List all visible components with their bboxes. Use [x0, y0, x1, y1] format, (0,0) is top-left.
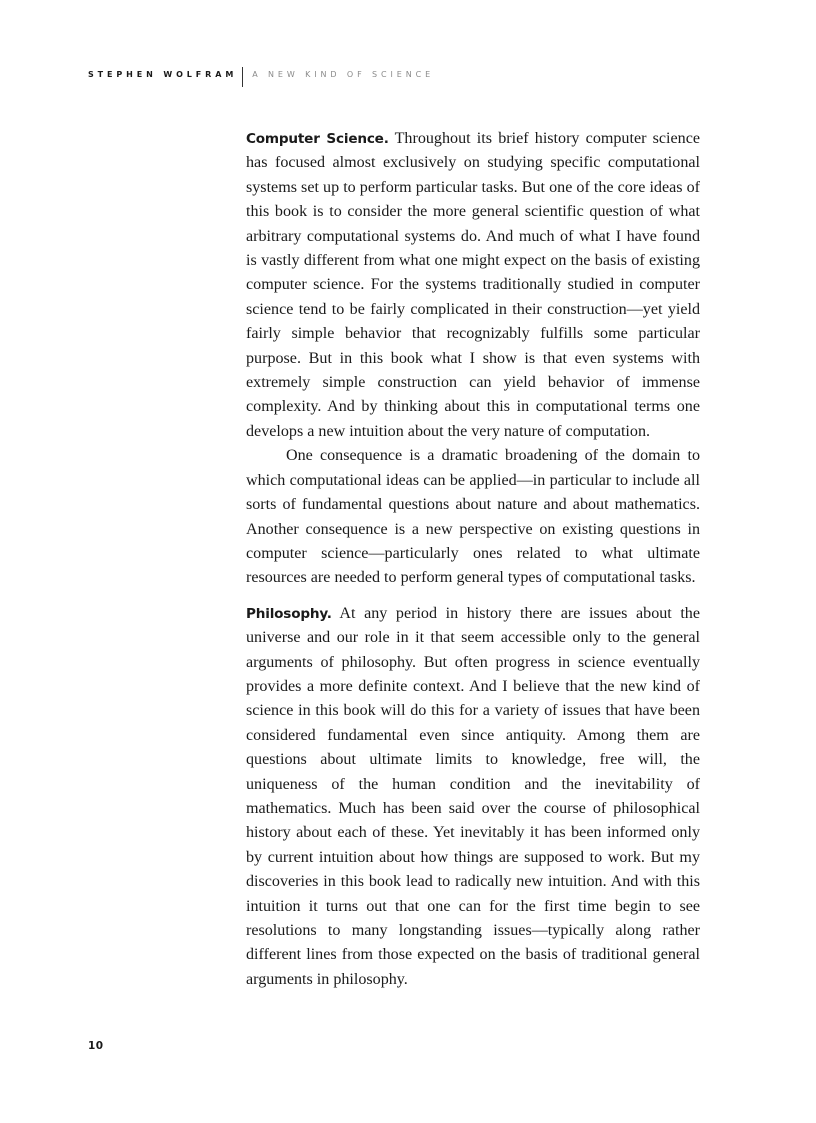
running-head-author: STEPHEN WOLFRAM: [88, 69, 238, 79]
section-computer-science: [246, 127, 700, 591]
paragraph: [246, 127, 700, 444]
section-philosophy: [246, 602, 700, 993]
section-heading: Computer Science.: [246, 131, 389, 147]
page-number: 10: [88, 1040, 104, 1052]
running-head-divider: [242, 67, 243, 87]
running-head-book-title: A NEW KIND OF SCIENCE: [252, 69, 435, 79]
paragraph: [246, 602, 700, 993]
section-heading: Philosophy.: [246, 605, 332, 622]
paragraph: One consequence is a dramatic broadening of the domain to which computational ideas can be applied—in particular to include all sorts of fundamental questions about nature and about mathematics. Another consequence is a new perspective on existing questions in computer science—particularly ones related to what ultimate resources are needed to perform general types of computational tasks.: [246, 447, 700, 587]
body-text: [246, 127, 700, 992]
running-head: [88, 64, 434, 84]
paragraph-text: At any period in history there are issues about the universe and our role in it that seem accessible only to the general arguments of philosophy. But often progress in science eventually provides a more definite context. And I believe that the new kind of science in this book will do this for a variety of issues that have been considered fundamental even since antiquity. Among them are questions about ultimate limits to knowledge, free will, the uniqueness of the human condition and the inevitability of mathematics. Much has been said over the course of philosophical history about each of these. Yet inevitably it has been informed only by current intuition about how things are supposed to work. But my discoveries in this book lead to radically new intuition. And with this intuition it turns out that one can for the first time begin to see resolutions to many longstanding issues—typically along rather different lines from those expected on the basis of traditional general arguments in philosophy.: [246, 604, 700, 988]
paragraph-text: Throughout its brief history computer science has focused almost exclusively on studying specific computational systems set up to perform particular tasks. But one of the core ideas of this book is to consider the more general scientific question of what arbitrary computational systems do. And much of what I have found is vastly different from what one might expect on the basis of existing computer science. For the systems traditionally studied in computer science tend to be fairly complicated in their construction—yet yield fairly simple behavior that recognizably fulfills some particular purpose. But in this book what I show is that even systems with extremely simple construction can yield behavior of immense complexity. And by thinking about this in computational terms one develops a new intuition about the very nature of computation.: [246, 130, 701, 440]
